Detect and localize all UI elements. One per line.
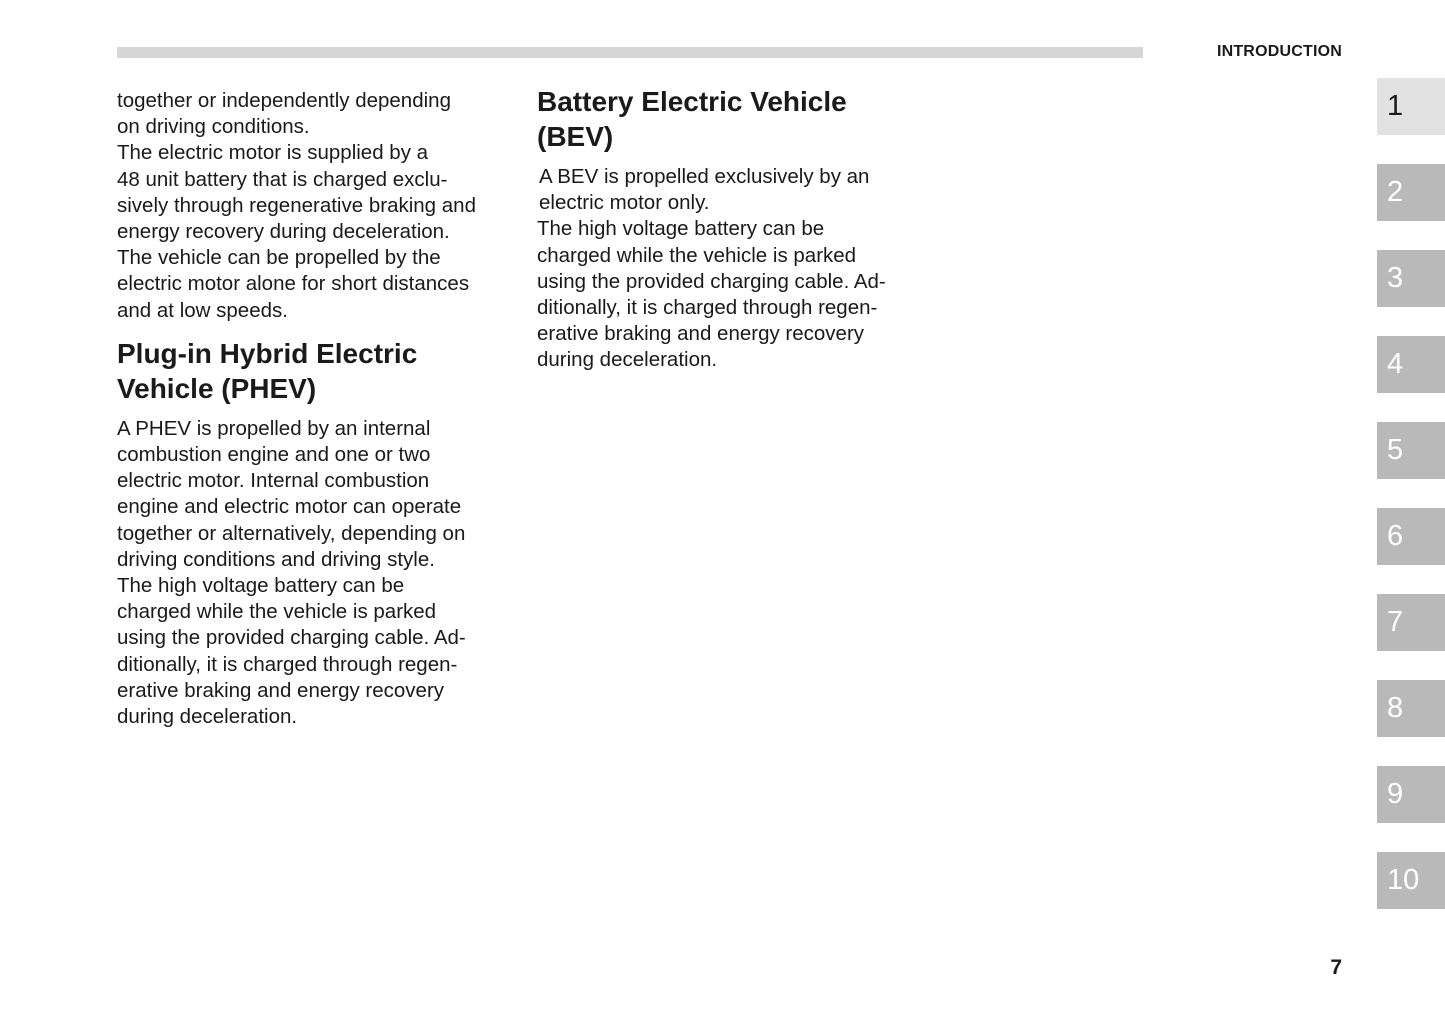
chapter-tab-8[interactable]: 8 (1377, 680, 1445, 737)
section-title: INTRODUCTION (1216, 43, 1342, 60)
right-column (537, 88, 927, 374)
header-rule (117, 47, 1143, 58)
bev-paragraph-2: The high voltage battery can be charged while the vehicle is parked using the provided charging cable. Ad- ditionally, it is charged through regen- erative braking and energy recovery during deceleration. (537, 217, 886, 372)
chapter-tab-9[interactable]: 9 (1377, 766, 1445, 823)
chapter-tab-3[interactable]: 3 (1377, 250, 1445, 307)
bev-paragraph-1: A BEV is propelled exclusively by an electric motor only. (539, 165, 870, 215)
bev-heading: Battery Electric Vehicle (BEV) (537, 86, 847, 152)
chapter-tab-6[interactable]: 6 (1377, 508, 1445, 565)
phev-paragraph: A PHEV is propelled by an internal combustion engine and one or two electric motor. Internal combustion engine and electric motor can operate together or alternatively, depending on driving conditions and driving style. The high voltage battery can be charged while the vehicle is parked using the provided charging cable. Ad- ditionally, it is charged through regen- erative braking and energy recovery during deceleration. (117, 416, 466, 729)
page-number: 7 (1330, 956, 1342, 979)
left-column (117, 88, 517, 730)
intro-paragraph: together or independently depending on driving conditions. The electric motor is supplied by a 48 unit battery that is charged exclu- sively through regenerative braking and energy recovery during deceleration. The vehicle can be propelled by the electric motor alone for short distances and at low speeds. (117, 89, 476, 322)
chapter-tab-5[interactable]: 5 (1377, 422, 1445, 479)
chapter-tab-2[interactable]: 2 (1377, 164, 1445, 221)
chapter-tab-7[interactable]: 7 (1377, 594, 1445, 651)
chapter-tab-4[interactable]: 4 (1377, 336, 1445, 393)
phev-heading: Plug-in Hybrid Electric Vehicle (PHEV) (117, 337, 418, 404)
chapter-tab-10[interactable]: 10 (1377, 852, 1445, 909)
chapter-tab-1[interactable]: 1 (1377, 78, 1445, 135)
